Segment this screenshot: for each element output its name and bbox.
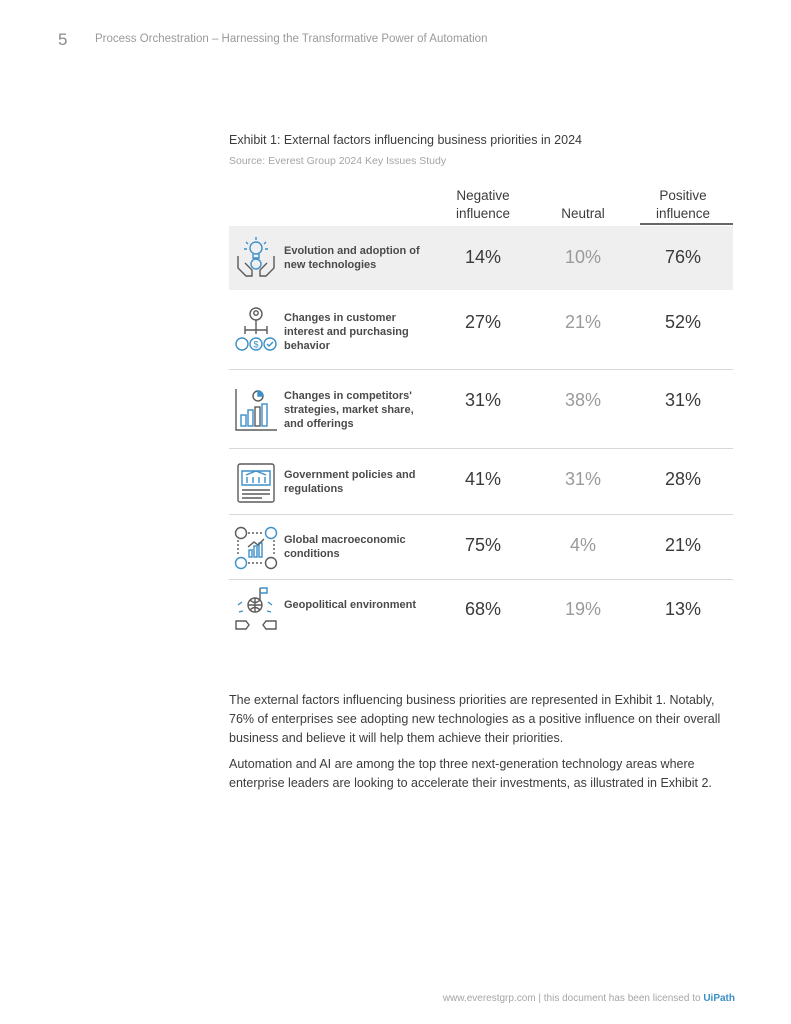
footer-licensee: UiPath	[703, 993, 735, 1004]
table-row	[229, 580, 733, 642]
table-row	[229, 226, 733, 290]
negative-value: 41%	[464, 469, 502, 489]
negative-value: 68%	[464, 599, 502, 619]
table-row	[229, 515, 733, 579]
table-row	[229, 370, 733, 448]
hands-lightbulb-icon	[233, 234, 279, 280]
negative-value: 27%	[464, 312, 502, 332]
row-label: Government policies and regulations	[284, 469, 416, 495]
header-underline	[640, 223, 733, 225]
geopolitical-globe-icon	[233, 585, 279, 631]
row-label: Changes in competitors' strategies, market share, and offerings	[284, 390, 414, 430]
table-row	[229, 449, 733, 514]
svg-text:$: $	[253, 339, 259, 350]
footer-text: www.everestgrp.com | this document has been licensed to	[442, 993, 704, 1004]
column-header-positive: Positive influence	[655, 188, 711, 221]
positive-value: 31%	[664, 390, 702, 410]
footer	[443, 993, 735, 1004]
neutral-value: 31%	[564, 469, 602, 489]
positive-value: 52%	[664, 312, 702, 332]
row-label: Evolution and adoption of new technologies	[284, 245, 420, 271]
table-row	[229, 290, 733, 369]
row-label: Geopolitical environment	[284, 599, 417, 611]
positive-value: 13%	[664, 599, 702, 619]
negative-value: 75%	[464, 535, 502, 555]
column-header-neutral: Neutral	[561, 206, 605, 221]
positive-value: 21%	[664, 535, 702, 555]
neutral-value: 21%	[564, 312, 602, 332]
neutral-value: 10%	[564, 247, 602, 267]
running-title: Process Orchestration – Harnessing the Transformative Power of Automation	[95, 33, 488, 45]
exhibit-title: Exhibit 1: External factors influencing business priorities in 2024	[229, 133, 582, 147]
bar-chart-pie-icon	[233, 386, 279, 432]
body-paragraph: Automation and AI are among the top three next-generation technology areas where enterprise leaders are looking to accelerate their investments, as illustrated in Exhibit 2.	[229, 757, 712, 790]
customer-payments-icon	[233, 306, 279, 352]
government-document-icon	[233, 461, 279, 507]
neutral-value: 38%	[564, 390, 602, 410]
neutral-value: 19%	[564, 599, 602, 619]
column-header-negative: Negative influence	[455, 188, 511, 221]
page-number: 5	[58, 30, 68, 49]
negative-value: 31%	[464, 390, 502, 410]
neutral-value: 4%	[569, 535, 596, 555]
negative-value: 14%	[464, 247, 502, 267]
exhibit-source: Source: Everest Group 2024 Key Issues Study	[229, 155, 447, 167]
positive-value: 76%	[664, 247, 702, 267]
body-paragraph: The external factors influencing business priorities are represented in Exhibit 1. Notably, 76% of enterprises see adopting new technologies as a positive influence on their overall business and believe it will help them achieve their priorities.	[229, 693, 721, 745]
row-label: Global macroeconomic conditions	[284, 534, 406, 560]
global-economy-icon	[233, 525, 279, 571]
positive-value: 28%	[664, 469, 702, 489]
row-label: Changes in customer interest and purchasing behavior	[284, 312, 409, 352]
